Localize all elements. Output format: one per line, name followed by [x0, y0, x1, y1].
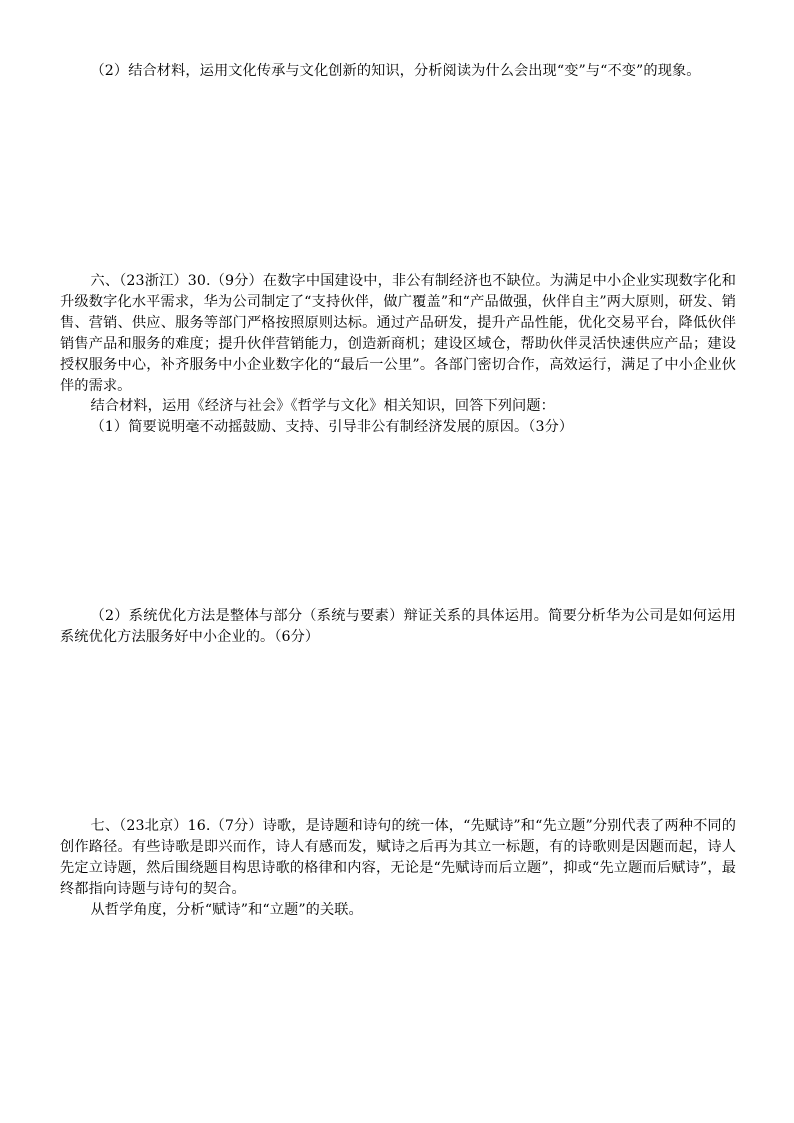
question-6-instruction: 结合材料，运用《经济与社会》《哲学与文化》相关知识，回答下列问题：: [90, 398, 555, 414]
question-2-culture-prompt: （2）结合材料，运用文化传承与文化创新的知识，分析阅读为什么会出现“变”与“不变”的现象。: [90, 63, 701, 79]
question-7-material: 七、（23北京）16.（7分）诗歌，是诗题和诗句的统一体，“先赋诗”和“先立题”分别代表了两种不同的创作路径。有些诗歌是即兴而作，诗人有感而发，赋诗之后再为其立一标题，有的诗歌则是因题而起，诗人先定立诗题，然后围绕题目构思诗歌的格律和内容，无论是“先赋诗而后立题”，抑或“先立题而后赋诗”，最终都指向诗题与诗句的契合。: [60, 818, 736, 897]
question-6-part-1: （1）简要说明毫不动摇鼓励、支持、引导非公有制经济发展的原因。（3分）: [90, 419, 574, 435]
question-7-instruction: 从哲学角度，分析“赋诗”和“立题”的关联。: [90, 902, 363, 918]
question-6-material: 六、（23浙江）30.（9分）在数字中国建设中，非公有制经济也不缺位。为满足中小企业实现数字化和升级数字化水平需求，华为公司制定了“支持伙伴，做广覆盖”和“产品做强，伙伴自主”两大原则，研发、销售、营销、供应、服务等部门严格按照原则达标。通过产品研发，提升产品性能，优化交易平台，降低伙伴销售产品和服务的难度；提升伙伴营销能力，创造新商机；建设区域仓，帮助伙伴灵活快速供应产品；建设授权服务中心，补齐服务中小企业数字化的“最后一公里”。各部门密切合作，高效运行，满足了中小企业伙伴的需求。: [60, 273, 736, 394]
question-6-part-2: （2）系统优化方法是整体与部分（系统与要素）辩证关系的具体运用。简要分析华为公司是如何运用系统优化方法服务好中小企业的。（6分）: [60, 608, 736, 645]
